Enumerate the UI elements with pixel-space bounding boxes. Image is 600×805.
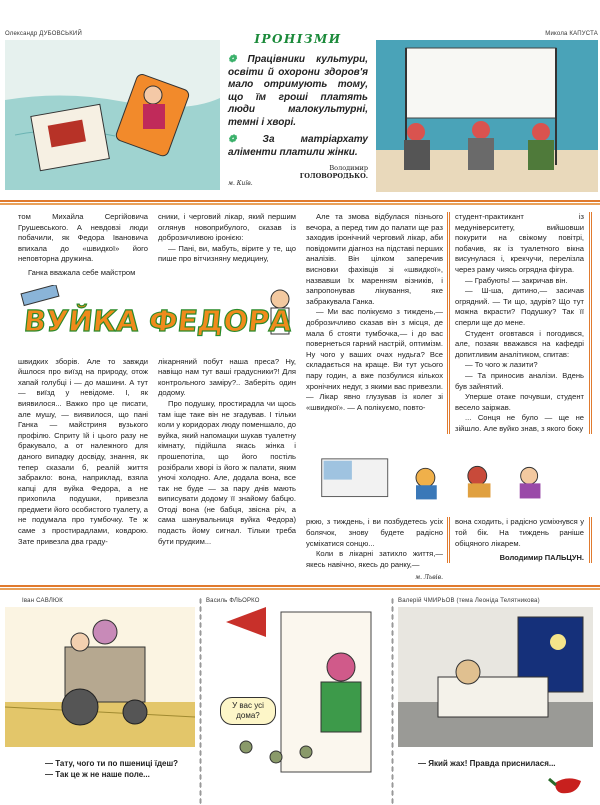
flower-bullet-icon: ❁ — [228, 54, 248, 65]
article-col3-bottom: рюю, з тиждень, і ви позбудетесь усіх болячок, знову будете радісно усміхатися сонцю... Коли в лікарні затихло життя,— якесь навічно, якесь до ранку,— — [306, 517, 443, 569]
article-right-bottom-row — [306, 517, 592, 582]
cartoon1-caption-line2: — Так це ж не наше поле... — [45, 770, 150, 780]
article — [0, 208, 600, 582]
ironizmy-author-first: Володимир — [329, 164, 368, 172]
top-right-cartoon-block — [376, 30, 598, 197]
cartoon-credit-left: Олександр ДУБОВСЬКИЙ — [5, 31, 82, 37]
cartoon3-caption: — Який жах! Правда приснилася... — [418, 759, 556, 769]
ironizmy-title: ІРОНІЗМИ — [254, 32, 342, 46]
article-col3: Але та змова відбулася пізнього вечора, а перед тим до палати ще раз заходив іронічний черговий лікар, аби повідомити діагноз на підставі перших аналізів. Він цілком заперечив висновки фахівців зі «швидкої», назвавши їх маренням візників, і запропонував лікування, яке забракувала Ганка. — Ми вас полікуємо з тиждень,— доброзичливо сказав він з місця, де мала б стояти тумбочка,— і до вас повернеться гарний настрій, оптимізм. Ну чого у ваших очах нудьга? Все складається на краще. Ви тут усього пару годин, а вже позбулися кількох хронічних недуг, з якими вас привезли. — Лікар явно глузував із колег зі «швидкої». — А полікуємо, повто- — [306, 212, 443, 412]
article-left-half — [18, 212, 296, 547]
cartoon2-block — [206, 597, 387, 777]
ironizm-item: ❁ Працівники культури, освіти й охорони здоров'я мало отримують тому, що їм гроші платять люди малокультурні, темні і хворі. — [228, 54, 368, 128]
article-col1-top: том Михайла Сергійовича Грушевського. А невдовзі люди побачили, як Федора Івановича впихала до «швидкої» його неповторна дружина. Ганка вважала себе майстром — [18, 212, 148, 277]
cartoon2-credit: Василь ФЛЬОРКО — [205, 598, 260, 605]
article-right-half — [306, 212, 592, 582]
dotted-divider — [391, 597, 394, 805]
article-author: Володимир ПАЛЬЦУН. — [499, 553, 584, 563]
article-col2-top: сники, і черговий лікар, який першим оглянув новоприбулого, сказав із доброзичливою іронією: — Пані, ви, мабуть, вірите у те, що пише про вітчизняну медицину, — [158, 212, 296, 264]
top-strip — [0, 0, 600, 197]
pepper-logo-icon — [547, 775, 583, 797]
article-left-bottom-row — [18, 357, 296, 548]
cartoon-blank-banner — [376, 40, 598, 197]
cartoon3-credit: Валерій ЧМИРЬОВ (тема Леоніда Телятникова) — [398, 598, 540, 605]
article-title-banner — [18, 285, 296, 351]
ironizm-item: ❁ За матріархату аліменти платили жінки. — [228, 134, 368, 158]
cartoon-nightmare-bed — [398, 607, 597, 752]
article-col2-bottom: лікарняний побут наша преса? Ну, навіщо нам тут ваші градусники?! Для контрольного заміру?.. Заберіть один додому. Про подушку, простирадла чи щось там іще таке він не згадував. І тільки коли у коридорах люду поменшало, до вуйка, який напомацки шукав туалетну кімнату, підійшла якась жінка і прошепотіла, що його постіль розібрали хворі із його ж палати, яким уночі холодно. Але, додала вона, все так не буде — за пару днів мають виписувати додому її знайому бабцю. Отоді вона (не бабця, звісна річ, а сама шанувальниця вуйка Федора) подасть йому сигнал. Тільки треба бути прудким... — [158, 356, 296, 546]
cartoon-floating-bed — [5, 40, 220, 195]
ironizmy-author-last: ГОЛОВОРОДЬКО. — [299, 172, 368, 180]
article-col4-bottom: вона сходить, і радісно усміхнувся у той бік. На тиждень раніше обіцяного лікарем. — [455, 517, 584, 548]
cartoon1-caption-line1: — Тату, чого ти по пшениці їдеш? — [45, 759, 179, 769]
divider — [0, 585, 600, 590]
article-col3-bottom-block — [306, 517, 443, 582]
cartoon1-block — [5, 597, 195, 780]
ironizmy-city: м. Київ. — [228, 180, 253, 187]
article-col1-bottom: швидких зборів. Але то завжди йшлося про виїзд на природу, отож хапай голубці і — до машини. А тут — виїзд у невідоме. І, як виявилося... Важко про це писати, але мушу, — виявилося, що пані Ганка — майстриня вузького профілю. Сприту їй і цього разу не бракувало, а от належного для даного випадку досвіду, знання, як тепер сказали б, реалій життя забракло: вона, наприклад, взяла капці для вуйка Федора, а не прихопила подушки, привезла предмети його особистого туалету, а не подумала про тумбочку. Те ж саме з простирадлами, ковдрою. Зате привезла два граду- — [18, 356, 148, 546]
top-left-cartoon-block — [5, 30, 220, 195]
article-left-top-row — [18, 212, 296, 279]
article-col4: студент-практикант із медуніверситету, вийшовши покурити на свіжому повітрі, побачив, як із туалетного вікна висунулася і, крекчучи, перелізла через раму чиясь огрядна фігура. — Грабують! — закричав він. — Ш-ша, дитино,— засичав огрядний. — Ти що, здурів? Що тут можна вкрасти? Подушку? Так її сперли ще до мене. Студент оговтався і погодився, але, позаяк вважався на кафедрі допитливим аналітиком, спитав: — То чого ж лазити? — Та приносив аналізи. Вдень був зайнятий. Уперше отаке почувши, студент весело заіржав. ... Сонця не було — ще не зійшло. Але вуйко знав, з якого боку — [447, 212, 592, 434]
cartoon-credit-right: Микола КАПУСТА — [545, 31, 598, 37]
article-city: м. Львів. — [415, 574, 443, 582]
cartoon-doorway-drunk — [206, 607, 386, 777]
cartoon-hospital-escape — [306, 440, 592, 511]
article-right-top-row — [306, 212, 592, 434]
ironizmy-section — [228, 30, 368, 188]
divider — [0, 200, 600, 205]
cartoon3-block — [398, 597, 597, 805]
cartoon-tractor-field — [5, 607, 195, 752]
bottom-cartoons — [0, 593, 600, 805]
cartoon1-credit: Іван САВЛЮК — [22, 598, 63, 605]
speech-bubble: У вас усі дома? — [220, 697, 276, 725]
flower-bullet-icon: ❁ — [228, 134, 263, 145]
article-title: ВУЙКА ФЕДОРА — [22, 303, 294, 338]
dotted-divider — [199, 597, 202, 805]
article-col4-bottom-block — [447, 517, 592, 563]
